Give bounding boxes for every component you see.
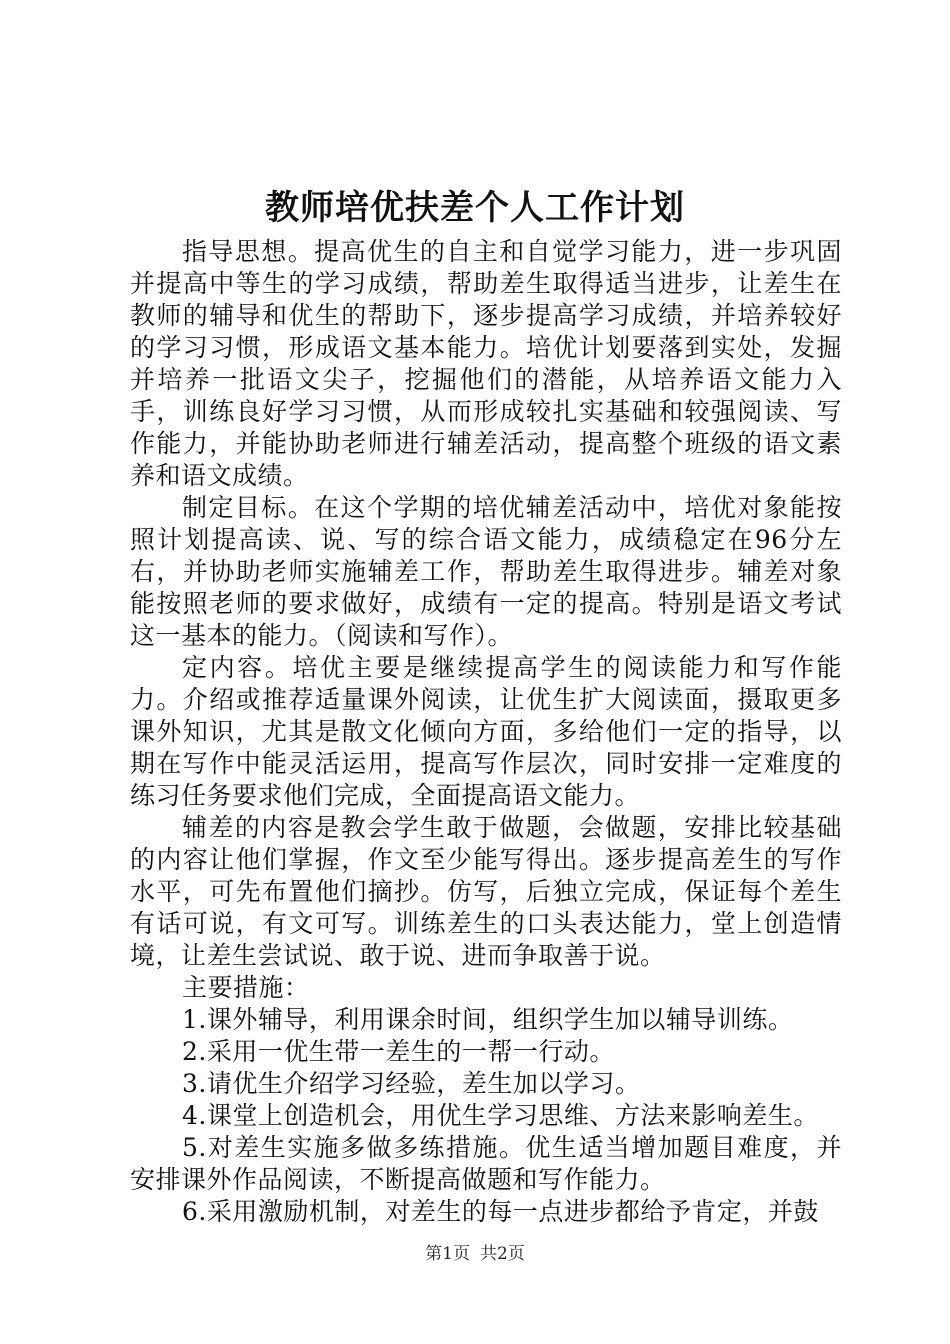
list-item-measure-3: 3.请优生介绍学习经验，差生加以学习。 [182,1069,641,1098]
paragraph-remedial-content: 辅差的内容是教会学生敢于做题，会做题，安排比较基础的内容让他们掌握，作文至少能写得出。逐步提高差生的写作水平，可先布置他们摘抄。仿写，后独立完成，保证每个差生有话可说，有文可写。训练差生的口头表达能力，堂上创造情境，让差生尝试说、敢于说、进而争取善于说。 [130,813,842,970]
document-body [130,236,842,1228]
paragraph-guiding-ideology: 指导思想。提高优生的自主和自觉学习能力，进一步巩固并提高中等生的学习成绩，帮助差生取得适当进步，让差生在教师的辅导和优生的帮助下，逐步提高学习成绩，并培养较好的学习习惯，形成语文基本能力。培优计划要落到实处，发掘并培养一批语文尖子，挖掘他们的潜能，从培养语文能力入手，训练良好学习习惯，从而形成较扎实基础和较强阅读、写作能力，并能协助老师进行辅差活动，提高整个班级的语文素养和语文成绩。 [130,237,842,490]
paragraph-define-content: 定内容。培优主要是继续提高学生的阅读能力和写作能力。介绍或推荐适量课外阅读，让优生扩大阅读面，摄取更多课外知识，尤其是散文化倾向方面，多给他们一定的指导，以期在写作中能灵活运用，提高写作层次，同时安排一定难度的练习任务要求他们完成，全面提高语文能力。 [130,653,842,810]
list-item-measure-1: 1.课外辅导，利用课余时间，组织学生加以辅导训练。 [182,1005,794,1034]
list-item-measure-4: 4.课堂上创造机会，用优生学习思维、方法来影响差生。 [182,1101,819,1130]
list-item-measure-6: 6.采用激励机制，对差生的每一点进步都给予肯定，并鼓 [182,1197,819,1226]
page-number-current: 第1页 [425,1244,470,1264]
document-title: 教师培优扶差个人工作计划 [265,188,685,228]
page-footer [0,1242,950,1266]
page-number-total: 共2页 [480,1244,525,1264]
paragraph-main-measures-heading: 主要措施： [182,973,310,1002]
list-item-measure-2: 2.采用一优生带一差生的一帮一行动。 [182,1037,615,1066]
paragraph-set-goals: 制定目标。在这个学期的培优辅差活动中，培优对象能按照计划提高读、说、写的综合语文能力，成绩稳定在96分左右，并协助老师实施辅差工作，帮助差生取得进步。辅差对象能按照老师的要求做好，成绩有一定的提高。特别是语文考试这一基本的能力。（阅读和写作）。 [130,493,842,650]
list-item-measure-5: 5.对差生实施多做多练措施。优生适当增加题目难度，并安排课外作品阅读，不断提高做题和写作能力。 [130,1133,842,1194]
